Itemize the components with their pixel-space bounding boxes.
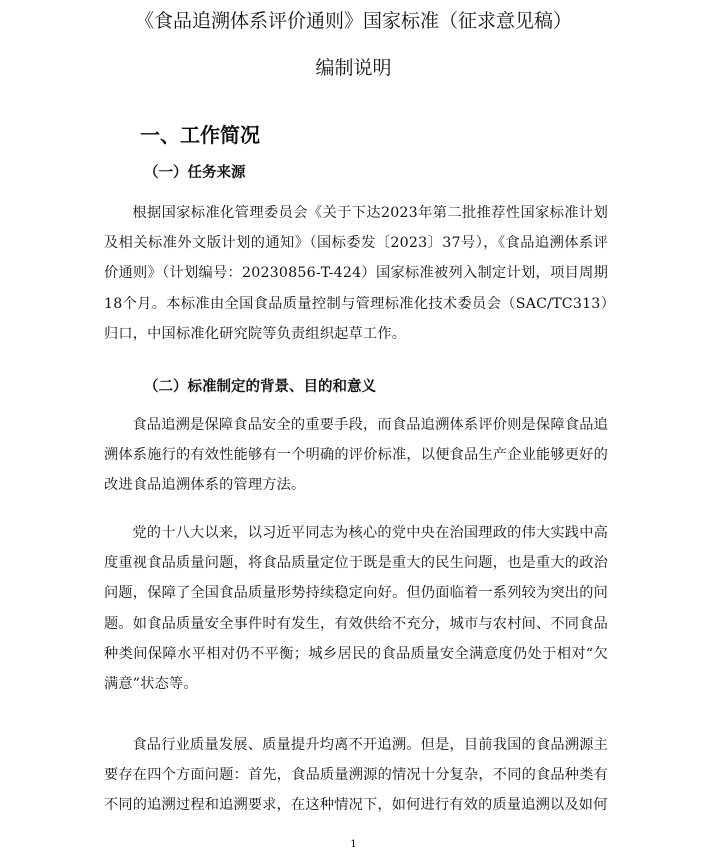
document-subtitle: 编制说明 (315, 57, 392, 79)
paragraph-background-2: 党的十八大以来，以习近平同志为核心的党中央在治国理政的伟大实践中高度重视食品质量问题，将食品质量定位于既是重大的民生问题，也是重大的政治问题，保障了全国食品质量形势持续稳定向好。但仍面临着一系列较为突出的问题。如食品质量安全事件时有发生，有效供给不充分，城市与农村间、不同食品种类间保障水平相对仍不平衡；城乡居民的食品质量安全满意度仍处于相对“欠满意”状态等。 (104, 525, 608, 693)
document-title: 《食品追溯体系评价通则》国家标准（征求意见稿） (134, 10, 572, 32)
section-heading-work-overview: 一、工作简况 (140, 123, 260, 147)
paragraph-task-source: 根据国家标准化管理委员会《关于下达2023年第二批推荐性国家标准计划及相关标准外文版计划的通知》（国标委发〔2023〕37号），《食品追溯体系评价通则》（计划编号：20230856-T-424）国家标准被列入制定计划，项目周期18个月。本标准由全国食品质量控制与管理标准化技术委员会（SAC/TC313）归口，中国标准化研究院等负责组织起草工作。 (104, 205, 608, 342)
subsection-heading-task-source: （一）任务来源 (144, 165, 246, 181)
paragraph-background-1: 食品追溯是保障食品安全的重要手段，而食品追溯体系评价则是保障食品追溯体系施行的有效性能够有一个明确的评价标准，以便食品生产企业能够更好的改进食品追溯体系的管理方法。 (104, 417, 608, 494)
paragraph-background-3: 食品行业质量发展、质量提升均离不开追溯。但是，目前我国的食品溯源主要存在四个方面问题：首先，食品质量溯源的情况十分复杂，不同的食品种类有不同的追溯过程和追溯要求，在这种情况下，如何进行有效的质量追溯以及如何 (104, 737, 608, 814)
subsection-heading-background: （二）标准制定的背景、目的和意义 (144, 379, 376, 395)
page-number: 1 (350, 839, 357, 850)
